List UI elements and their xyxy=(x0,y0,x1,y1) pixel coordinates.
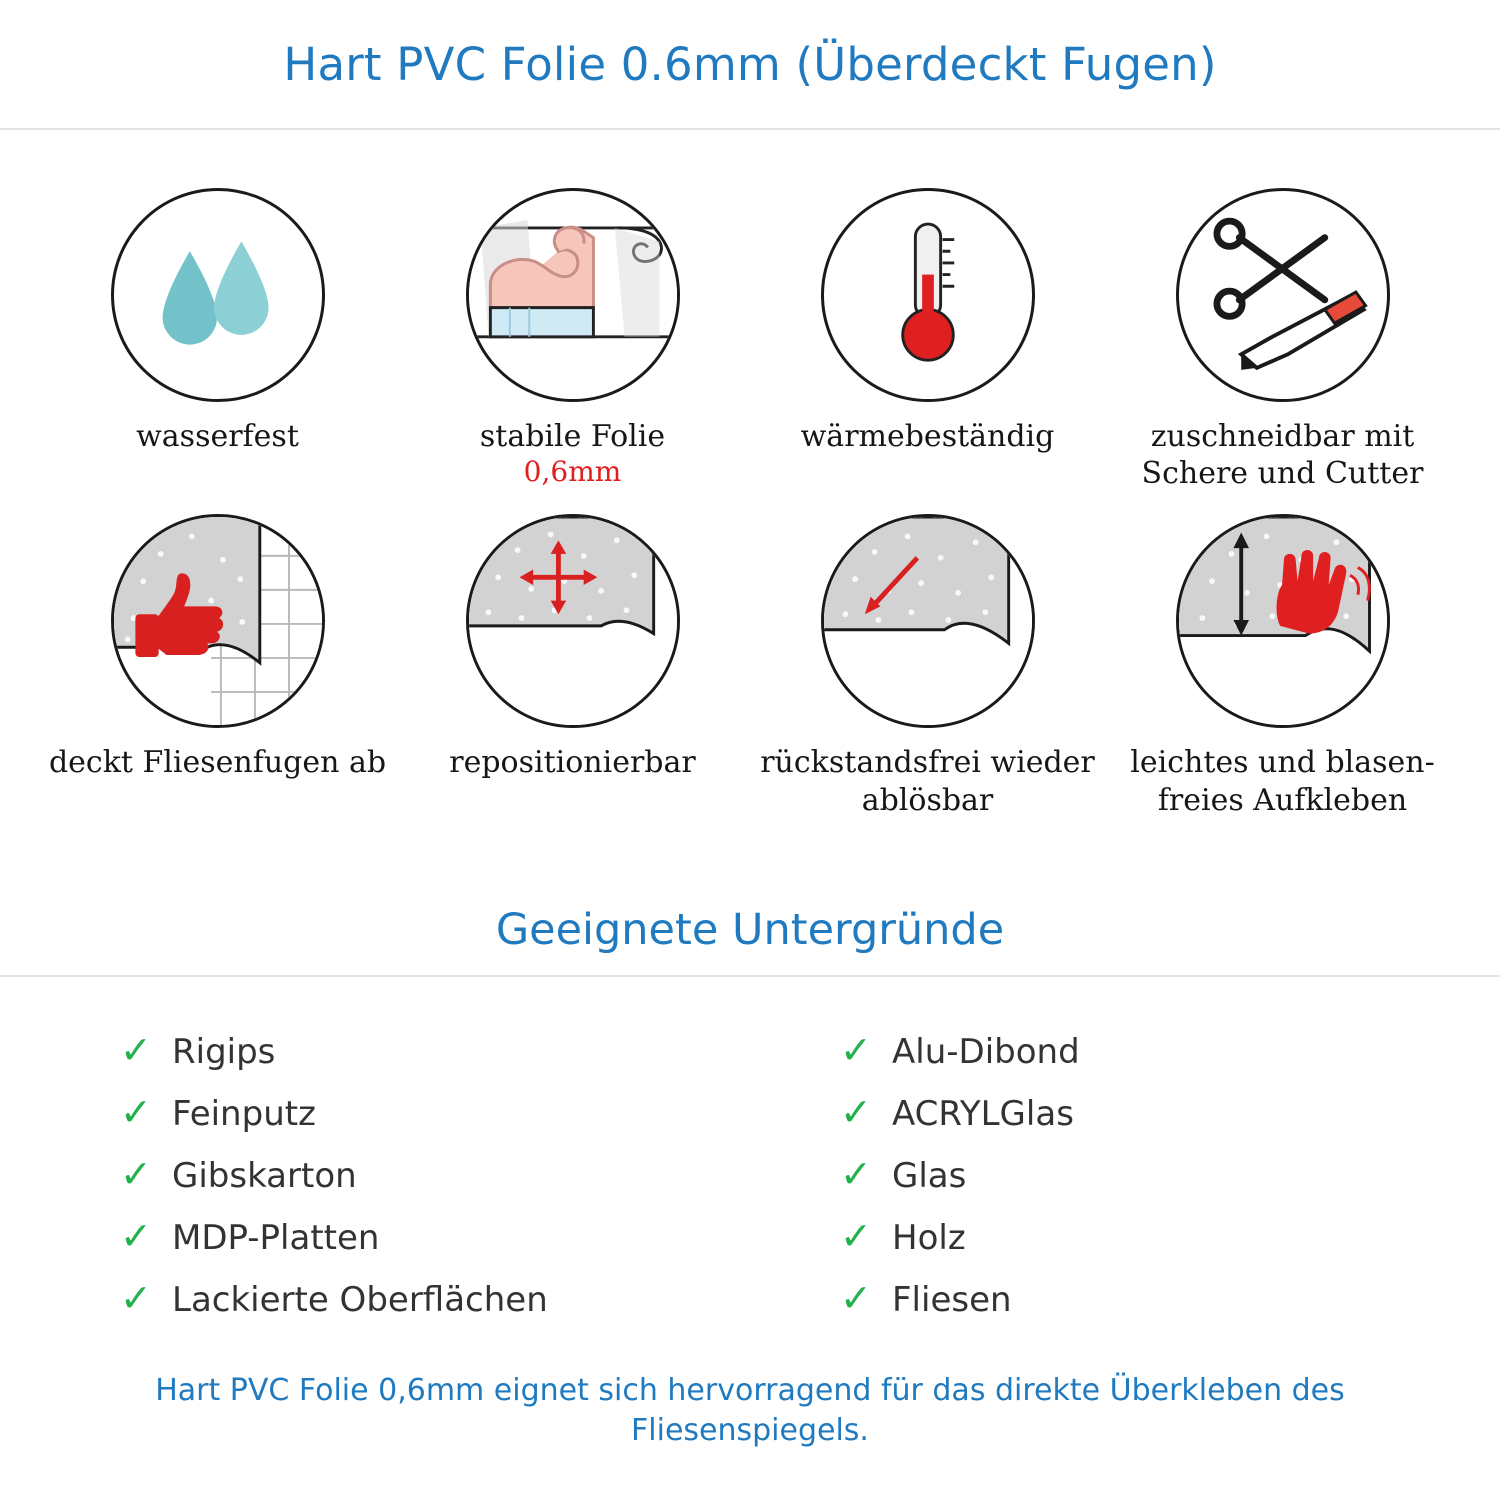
header xyxy=(0,0,1500,130)
substrate-label: Glas xyxy=(892,1155,967,1196)
icon-circle xyxy=(821,188,1035,402)
feature-heat-resistant xyxy=(750,188,1105,492)
substrates-section-header xyxy=(0,885,1500,977)
list-item xyxy=(750,1083,1380,1145)
feature-label: rückstandsfrei wieder ablösbar xyxy=(760,745,1095,818)
feature-grid xyxy=(0,130,1500,819)
list-item xyxy=(750,1021,1380,1083)
list-item xyxy=(120,1207,750,1269)
list-item xyxy=(750,1145,1380,1207)
feature-label: stabile Folie xyxy=(479,419,666,454)
check-icon: ✓ xyxy=(120,1275,152,1320)
substrate-column-right xyxy=(750,1021,1380,1331)
list-item xyxy=(120,1145,750,1207)
substrate-label: MDP-Platten xyxy=(172,1217,380,1258)
substrate-label: Gibskarton xyxy=(172,1155,357,1196)
check-icon: ✓ xyxy=(840,1027,872,1072)
substrate-label: Rigips xyxy=(172,1031,276,1072)
thermometer-icon xyxy=(824,191,1032,399)
check-icon: ✓ xyxy=(120,1089,152,1134)
list-item xyxy=(120,1269,750,1331)
reposition-arrows-icon xyxy=(469,517,677,725)
feature-label: repositionierbar xyxy=(449,745,696,781)
section-title: Geeignete Untergründe xyxy=(495,904,1005,955)
substrate-label: ACRYLGlas xyxy=(892,1093,1074,1134)
icon-circle xyxy=(466,188,680,402)
list-item xyxy=(750,1269,1380,1331)
substrate-label: Alu-Dibond xyxy=(892,1031,1080,1072)
thumbs-up-tile-grout-icon xyxy=(114,517,322,725)
scissors-cutter-icon xyxy=(1179,191,1387,399)
check-icon: ✓ xyxy=(120,1213,152,1258)
check-icon: ✓ xyxy=(120,1151,152,1196)
substrate-label: Fliesen xyxy=(892,1279,1012,1320)
hand-smoothing-icon xyxy=(1179,517,1387,725)
page-title: Hart PVC Folie 0.6mm (Überdeckt Fugen) xyxy=(283,37,1217,91)
check-icon: ✓ xyxy=(840,1213,872,1258)
icon-circle xyxy=(1176,514,1390,728)
substrate-label: Holz xyxy=(892,1217,966,1258)
feature-residue-free-removal xyxy=(750,514,1105,818)
list-item xyxy=(750,1207,1380,1269)
icon-circle xyxy=(111,188,325,402)
check-icon: ✓ xyxy=(120,1027,152,1072)
feature-label: zuschneidbar mit Schere und Cutter xyxy=(1141,419,1424,492)
check-icon: ✓ xyxy=(840,1151,872,1196)
icon-circle xyxy=(1176,188,1390,402)
footer-note: Hart PVC Folie 0,6mm eignet sich hervorragend für das direkte Überkleben des Fliesenspiegels. xyxy=(155,1372,1345,1449)
icon-circle xyxy=(466,514,680,728)
feature-covers-grout xyxy=(40,514,395,818)
icon-circle xyxy=(821,514,1035,728)
feature-label: wärmebeständig xyxy=(800,419,1055,454)
substrate-label: Feinputz xyxy=(172,1093,316,1134)
flexed-arm-foil-icon xyxy=(469,191,677,399)
feature-label: wasserfest xyxy=(136,419,299,454)
peel-off-arrow-icon xyxy=(824,517,1032,725)
substrate-label: Lackierte Oberflächen xyxy=(172,1279,548,1320)
check-icon: ✓ xyxy=(840,1275,872,1320)
feature-label: leichtes und blasen-freies Aufkleben xyxy=(1130,745,1435,818)
icon-circle xyxy=(111,514,325,728)
water-drops-icon xyxy=(114,191,322,399)
feature-label: deckt Fliesenfugen ab xyxy=(48,745,387,781)
feature-cuttable xyxy=(1105,188,1460,492)
list-item xyxy=(120,1021,750,1083)
feature-stable-foil xyxy=(395,188,750,492)
substrate-list xyxy=(0,977,1500,1331)
list-item xyxy=(120,1083,750,1145)
feature-easy-bubble-free xyxy=(1105,514,1460,818)
feature-sub: 0,6mm xyxy=(523,455,622,489)
feature-waterproof xyxy=(40,188,395,492)
feature-repositionable xyxy=(395,514,750,818)
check-icon: ✓ xyxy=(840,1089,872,1134)
substrate-column-left xyxy=(120,1021,750,1331)
